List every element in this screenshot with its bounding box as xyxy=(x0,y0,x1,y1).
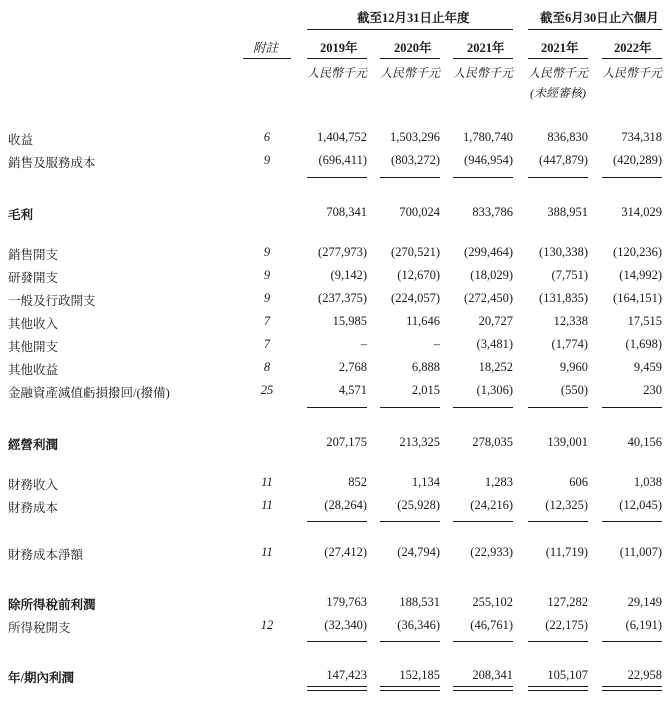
subtotal-rule-gp-4 xyxy=(602,177,662,178)
row-value: (277,973) xyxy=(318,245,367,259)
currency-header-2: 人民幣千元 xyxy=(452,66,513,80)
row-value: (12,670) xyxy=(397,268,440,282)
row-value: 15,985 xyxy=(332,314,367,328)
row-label: 金融資產減值虧損撥回/(撥備) xyxy=(8,386,170,400)
year-header-2019: 2019年 xyxy=(320,41,358,55)
row-value: 139,001 xyxy=(547,435,588,449)
row-value: 12,338 xyxy=(553,314,588,328)
row-label: 毛利 xyxy=(8,208,34,222)
row-label: 銷售及服務成本 xyxy=(8,156,96,170)
row-value: (120,236) xyxy=(613,245,662,259)
row-value: (12,325) xyxy=(545,498,588,512)
row-value: (420,289) xyxy=(613,153,662,167)
row-value: (18,029) xyxy=(470,268,513,282)
row-value: (237,375) xyxy=(318,291,367,305)
subtotal-rule-op-2 xyxy=(453,407,513,408)
group-header-six-months: 截至6月30日止六個月 xyxy=(540,11,659,25)
total-double-rule-3 xyxy=(528,686,588,691)
year-header-2021-6m: 2021年 xyxy=(541,41,579,55)
row-value: 6,888 xyxy=(411,360,440,374)
note-column-header: 附註 xyxy=(253,41,279,55)
row-value: 1,503,296 xyxy=(390,130,440,144)
row-value: (24,794) xyxy=(397,545,440,559)
row-note: 11 xyxy=(261,475,273,489)
year-header-2021: 2021年 xyxy=(467,41,505,55)
row-value: – xyxy=(433,337,440,351)
row-value: (7,751) xyxy=(551,268,588,282)
year-header-2022-6m: 2022年 xyxy=(614,41,652,55)
total-double-rule-0 xyxy=(307,686,367,691)
row-label: 除所得稅前利潤 xyxy=(8,598,96,612)
row-value: (299,464) xyxy=(464,245,513,259)
subtotal-rule-fin-1 xyxy=(380,521,440,522)
row-value: (9,142) xyxy=(330,268,367,282)
row-label: 所得稅開支 xyxy=(8,621,71,635)
subtotal-rule-op-3 xyxy=(528,407,588,408)
row-value: 179,763 xyxy=(326,595,367,609)
row-label: 銷售開支 xyxy=(8,248,59,262)
row-value: 2,768 xyxy=(338,360,367,374)
year-header-2020: 2020年 xyxy=(394,41,432,55)
row-label: 收益 xyxy=(8,133,34,147)
row-note: 12 xyxy=(260,618,274,632)
row-value: 207,175 xyxy=(326,435,367,449)
row-value: 152,185 xyxy=(399,668,440,682)
total-double-rule-2 xyxy=(453,686,513,691)
subtotal-rule-fin-3 xyxy=(528,521,588,522)
row-value: 1,404,752 xyxy=(317,130,367,144)
row-value: 708,341 xyxy=(326,205,367,219)
row-value: 2,015 xyxy=(411,383,440,397)
subtotal-rule-gp-1 xyxy=(380,177,440,178)
row-value: – xyxy=(360,337,367,351)
total-double-rule-1 xyxy=(380,686,440,691)
row-label: 其他收益 xyxy=(8,363,59,377)
subtotal-rule-gp-3 xyxy=(528,177,588,178)
group-rule-fy xyxy=(307,29,513,30)
row-value: (22,175) xyxy=(545,618,588,632)
subtotal-rule-gp-2 xyxy=(453,177,513,178)
row-value: 388,951 xyxy=(547,205,588,219)
subtotal-rule-fin-2 xyxy=(453,521,513,522)
row-value: 278,035 xyxy=(472,435,513,449)
group-rule-6m xyxy=(528,29,662,30)
row-value: 255,102 xyxy=(472,595,513,609)
row-value: 1,134 xyxy=(411,475,440,489)
row-label: 其他收入 xyxy=(8,317,59,331)
row-value: 9,960 xyxy=(559,360,588,374)
currency-header-1: 人民幣千元 xyxy=(379,66,440,80)
subtotal-rule-pbt-3 xyxy=(528,641,588,642)
currency-header-4: 人民幣千元 xyxy=(601,66,662,80)
subtotal-rule-op-4 xyxy=(602,407,662,408)
row-label: 年/期內利潤 xyxy=(8,671,74,685)
row-value: 700,024 xyxy=(399,205,440,219)
row-label: 財務成本淨額 xyxy=(8,548,84,562)
row-value: 1,283 xyxy=(484,475,513,489)
row-value: (36,346) xyxy=(397,618,440,632)
row-label: 經營利潤 xyxy=(8,438,59,452)
row-value: 22,958 xyxy=(627,668,662,682)
row-value: 1,780,740 xyxy=(463,130,513,144)
row-value: 208,341 xyxy=(472,668,513,682)
row-value: (6,191) xyxy=(625,618,662,632)
row-note: 9 xyxy=(263,268,271,282)
row-note: 9 xyxy=(263,291,271,305)
row-value: (803,272) xyxy=(391,153,440,167)
subtotal-rule-op-1 xyxy=(380,407,440,408)
row-label: 其他開支 xyxy=(8,340,59,354)
row-note: 7 xyxy=(263,314,271,328)
subtotal-rule-gp-0 xyxy=(307,177,367,178)
row-note: 11 xyxy=(261,545,273,559)
subtotal-rule-fin-0 xyxy=(307,521,367,522)
currency-header-0: 人民幣千元 xyxy=(306,66,367,80)
row-value: (447,879) xyxy=(539,153,588,167)
row-value: (12,045) xyxy=(619,498,662,512)
row-value: 213,325 xyxy=(399,435,440,449)
row-value: (550) xyxy=(560,383,588,397)
row-value: 11,646 xyxy=(406,314,440,328)
subtotal-rule-pbt-2 xyxy=(453,641,513,642)
row-note: 6 xyxy=(263,130,271,144)
row-value: (272,450) xyxy=(464,291,513,305)
row-value: 127,282 xyxy=(547,595,588,609)
row-value: 147,423 xyxy=(326,668,367,682)
row-value: (164,151) xyxy=(613,291,662,305)
row-label: 一般及行政開支 xyxy=(8,294,96,308)
row-value: 188,531 xyxy=(399,595,440,609)
subtotal-rule-fin-4 xyxy=(602,521,662,522)
currency-header-3: 人民幣千元 xyxy=(527,66,588,80)
row-value: 734,318 xyxy=(621,130,662,144)
unaudited-label: (未經審核) xyxy=(530,86,586,100)
row-value: 836,830 xyxy=(547,130,588,144)
subtotal-rule-pbt-1 xyxy=(380,641,440,642)
row-value: 105,107 xyxy=(547,668,588,682)
row-value: 230 xyxy=(643,383,662,397)
row-value: 1,038 xyxy=(633,475,662,489)
row-value: (11,007) xyxy=(619,545,662,559)
row-value: 833,786 xyxy=(472,205,513,219)
row-value: (28,264) xyxy=(324,498,367,512)
subtotal-rule-pbt-4 xyxy=(602,641,662,642)
row-label: 財務收入 xyxy=(8,478,59,492)
total-double-rule-4 xyxy=(602,686,662,691)
row-value: 314,029 xyxy=(621,205,662,219)
row-note: 11 xyxy=(261,498,273,512)
row-value: (14,992) xyxy=(619,268,662,282)
row-value: (25,928) xyxy=(397,498,440,512)
row-value: (270,521) xyxy=(391,245,440,259)
row-value: (131,835) xyxy=(539,291,588,305)
row-value: (3,481) xyxy=(476,337,513,351)
row-value: 606 xyxy=(569,475,588,489)
row-value: 17,515 xyxy=(627,314,662,328)
row-value: (32,340) xyxy=(324,618,367,632)
row-value: (696,411) xyxy=(318,153,367,167)
row-label: 研發開支 xyxy=(8,271,59,285)
year-rule-1 xyxy=(380,58,440,59)
row-value: (1,698) xyxy=(625,337,662,351)
row-note: 8 xyxy=(263,360,271,374)
row-value: (946,954) xyxy=(464,153,513,167)
row-note: 25 xyxy=(260,383,274,397)
row-note: 9 xyxy=(263,245,271,259)
row-value: (24,216) xyxy=(470,498,513,512)
year-rule-2 xyxy=(453,58,513,59)
row-label: 財務成本 xyxy=(8,501,59,515)
row-value: 9,459 xyxy=(633,360,662,374)
year-rule-0 xyxy=(307,58,367,59)
subtotal-rule-op-0 xyxy=(307,407,367,408)
row-value: 20,727 xyxy=(478,314,513,328)
year-rule-4 xyxy=(602,58,662,59)
note-header-rule xyxy=(243,58,291,59)
row-value: (22,933) xyxy=(470,545,513,559)
row-note: 7 xyxy=(263,337,271,351)
row-value: (27,412) xyxy=(324,545,367,559)
row-value: (11,719) xyxy=(545,545,588,559)
row-value: (1,774) xyxy=(551,337,588,351)
row-value: (1,306) xyxy=(476,383,513,397)
row-note: 9 xyxy=(263,153,271,167)
row-value: 852 xyxy=(348,475,367,489)
subtotal-rule-pbt-0 xyxy=(307,641,367,642)
row-value: 29,149 xyxy=(627,595,662,609)
row-value: 40,156 xyxy=(627,435,662,449)
row-value: (224,057) xyxy=(391,291,440,305)
row-value: (46,761) xyxy=(470,618,513,632)
year-rule-3 xyxy=(528,58,588,59)
group-header-fiscal-year: 截至12月31日止年度 xyxy=(357,11,470,25)
row-value: (130,338) xyxy=(539,245,588,259)
row-value: 4,571 xyxy=(338,383,367,397)
row-value: 18,252 xyxy=(478,360,513,374)
